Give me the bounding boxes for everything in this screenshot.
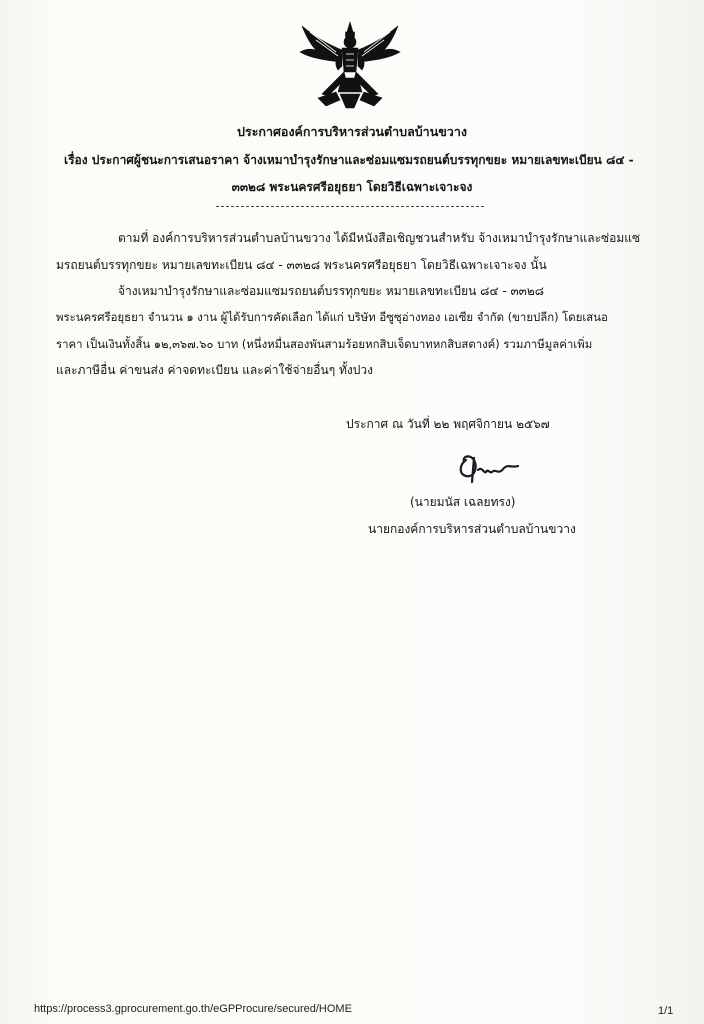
signer-name: (นายมนัส เฉลยทรง) [410, 495, 516, 509]
paragraph-1-line-1: ตามที่ องค์การบริหารส่วนตำบลบ้านขวาง ได้มีหนังสือเชิญชวนสำหรับ จ้างเหมาบำรุงรักษาและซ่อมแซ [118, 231, 641, 245]
subject-line-1: เรื่อง ประกาศผู้ชนะการเสนอราคา จ้างเหมาบำรุงรักษาและซ่อมแซมรถยนต์บรรทุกขยะ หมายเลขทะเบียน ๘๔ - [64, 153, 634, 167]
paragraph-2-line-3: ราคา เป็นเงินทั้งสิ้น ๑๒,๓๖๗.๖๐ บาท (หนึ่งหมื่นสองพันสามร้อยหกสิบเจ็ดบาทหกสิบสตางค์) รวมภาษีมูลค่าเพิ่ม [56, 337, 593, 351]
announcement-date: ประกาศ ณ วันที่ ๒๒ พฤศจิกายน ๒๕๖๗ [346, 417, 550, 431]
footer-url: https://process3.gprocurement.go.th/eGPProcure/secured/HOME [34, 1003, 352, 1015]
paragraph-1-line-2: มรถยนต์บรรทุกขยะ หมายเลขทะเบียน ๘๔ - ๓๓๒๘ พระนครศรีอยุธยา โดยวิธีเฉพาะเจาะจง นั้น [56, 258, 547, 272]
separator-line [216, 206, 484, 207]
handwritten-signature [452, 446, 524, 486]
paragraph-2-line-2: พระนครศรีอยุธยา จำนวน ๑ งาน ผู้ได้รับการคัดเลือก ได้แก่ บริษัท อีซูซุอ่างทอง เอเซีย จำกัด (ขายปลีก) โดยเสนอ [56, 310, 608, 324]
paragraph-2-line-4: และภาษีอื่น ค่าขนส่ง ค่าจดทะเบียน และค่าใช้จ่ายอื่นๆ ทั้งปวง [56, 363, 373, 377]
subject-line-2: ๓๓๒๘ พระนครศรีอยุธยา โดยวิธีเฉพาะเจาะจง [231, 180, 473, 194]
paragraph-2-line-1: จ้างเหมาบำรุงรักษาและซ่อมแซมรถยนต์บรรทุกขยะ หมายเลขทะเบียน ๘๔ - ๓๓๒๘ [118, 284, 545, 298]
document-title: ประกาศองค์การบริหารส่วนตำบลบ้านขวาง [237, 124, 467, 139]
page-number: 1/1 [658, 1005, 674, 1017]
garuda-emblem-icon [296, 20, 404, 112]
signer-position: นายกองค์การบริหารส่วนตำบลบ้านขวาง [368, 522, 576, 536]
